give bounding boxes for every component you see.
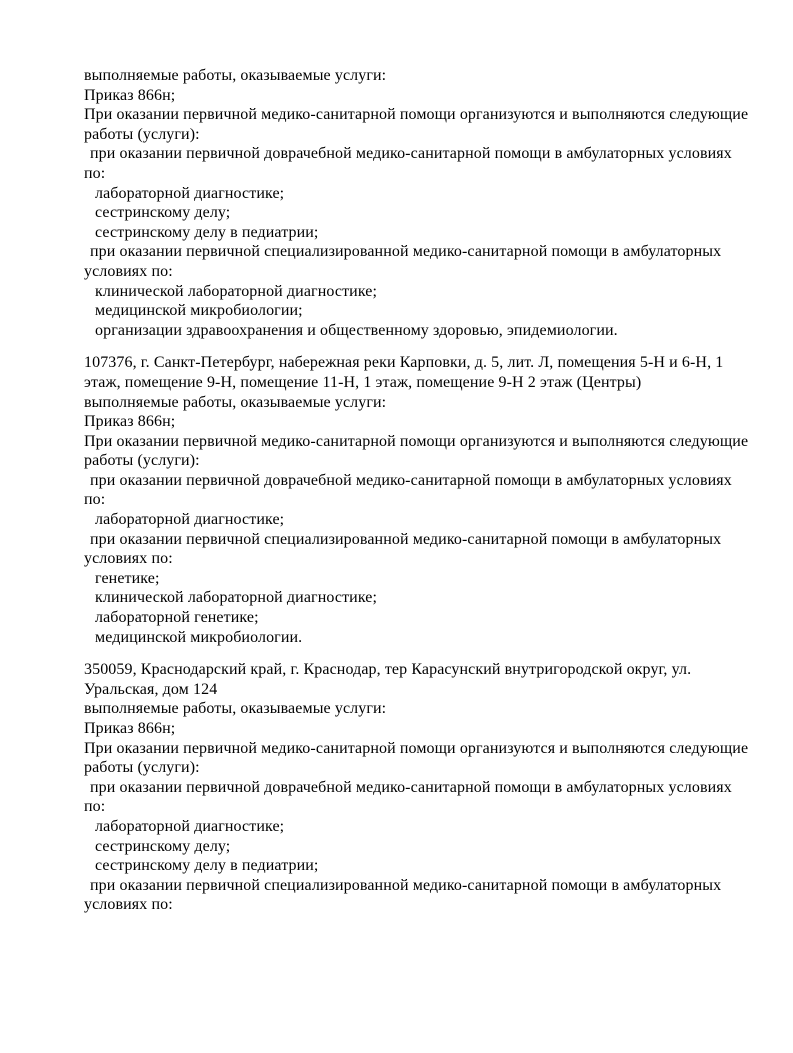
text-line: сестринскому делу;	[95, 837, 231, 855]
text-line: по:	[84, 164, 106, 182]
text-line: по:	[84, 798, 106, 816]
document-text	[84, 66, 786, 915]
text-line: при оказании первичной специализированной медико-санитарной помощи в амбулаторных	[90, 876, 722, 894]
text-line: генетике;	[95, 569, 160, 587]
text-line: При оказании первичной медико-санитарной помощи организуются и выполняются следующие	[84, 106, 749, 124]
text-line: сестринскому делу в педиатрии;	[95, 223, 319, 241]
text-line: лабораторной генетике;	[95, 609, 259, 627]
text-line: лабораторной диагностике;	[95, 184, 285, 202]
text-line: При оказании первичной медико-санитарной помощи организуются и выполняются следующие	[84, 739, 749, 757]
text-line: При оказании первичной медико-санитарной помощи организуются и выполняются следующие	[84, 432, 749, 450]
text-line: клинической лабораторной диагностике;	[95, 282, 378, 300]
text-line: Приказ 866н;	[84, 720, 176, 737]
text-line: медицинской микробиологии;	[95, 302, 303, 320]
text-line: при оказании первичной специализированной медико-санитарной помощи в амбулаторных	[90, 243, 722, 261]
section-address-krasnodar	[84, 660, 786, 915]
text-line: лабораторной диагностике;	[95, 817, 285, 835]
text-line: сестринскому делу в педиатрии;	[95, 857, 319, 875]
text-line: условиях по:	[84, 550, 173, 568]
text-line: при оказании первичной доврачебной медико-санитарной помощи в амбулаторных условиях	[90, 471, 732, 489]
text-line: 350059, Краснодарский край, г. Краснодар, тер Карасунский внутригородской округ, ул.	[84, 661, 692, 679]
text-line: работы (услуги):	[84, 125, 200, 143]
text-line: условиях по:	[84, 896, 173, 914]
text-line: лабораторной диагностике;	[95, 511, 285, 529]
text-line: выполняемые работы, оказываемые услуги:	[84, 700, 387, 718]
text-line: Уральская, дом 124	[84, 680, 218, 698]
text-line: работы (услуги):	[84, 452, 200, 470]
text-line: 107376, г. Санкт-Петербург, набережная реки Карповки, д. 5, лит. Л, помещения 5-Н и 6-Н, 1	[84, 354, 724, 372]
text-line: при оказании первичной специализированной медико-санитарной помощи в амбулаторных	[90, 530, 722, 548]
text-line: выполняемые работы, оказываемые услуги:	[84, 393, 387, 411]
text-line: по:	[84, 491, 106, 509]
text-line: этаж, помещение 9-Н, помещение 11-Н, 1 этаж, помещение 9-Н 2 этаж (Центры)	[84, 373, 642, 391]
text-line: условиях по:	[84, 262, 173, 280]
text-line: при оказании первичной доврачебной медико-санитарной помощи в амбулаторных условиях	[90, 145, 732, 163]
text-line: работы (услуги):	[84, 759, 200, 777]
text-line: при оказании первичной доврачебной медико-санитарной помощи в амбулаторных условиях	[90, 778, 732, 796]
text-line: клинической лабораторной диагностике;	[95, 589, 378, 607]
section-address-spb	[84, 353, 786, 647]
text-line: организации здравоохранения и общественному здоровью, эпидемиологии.	[95, 321, 618, 339]
section-services-1	[84, 66, 786, 340]
text-line: медицинской микробиологии.	[95, 628, 303, 646]
text-line: Приказ 866н;	[84, 86, 176, 104]
text-line: сестринскому делу;	[95, 204, 231, 222]
text-line: Приказ 866н;	[84, 413, 176, 431]
text-line: выполняемые работы, оказываемые услуги:	[84, 67, 387, 84]
